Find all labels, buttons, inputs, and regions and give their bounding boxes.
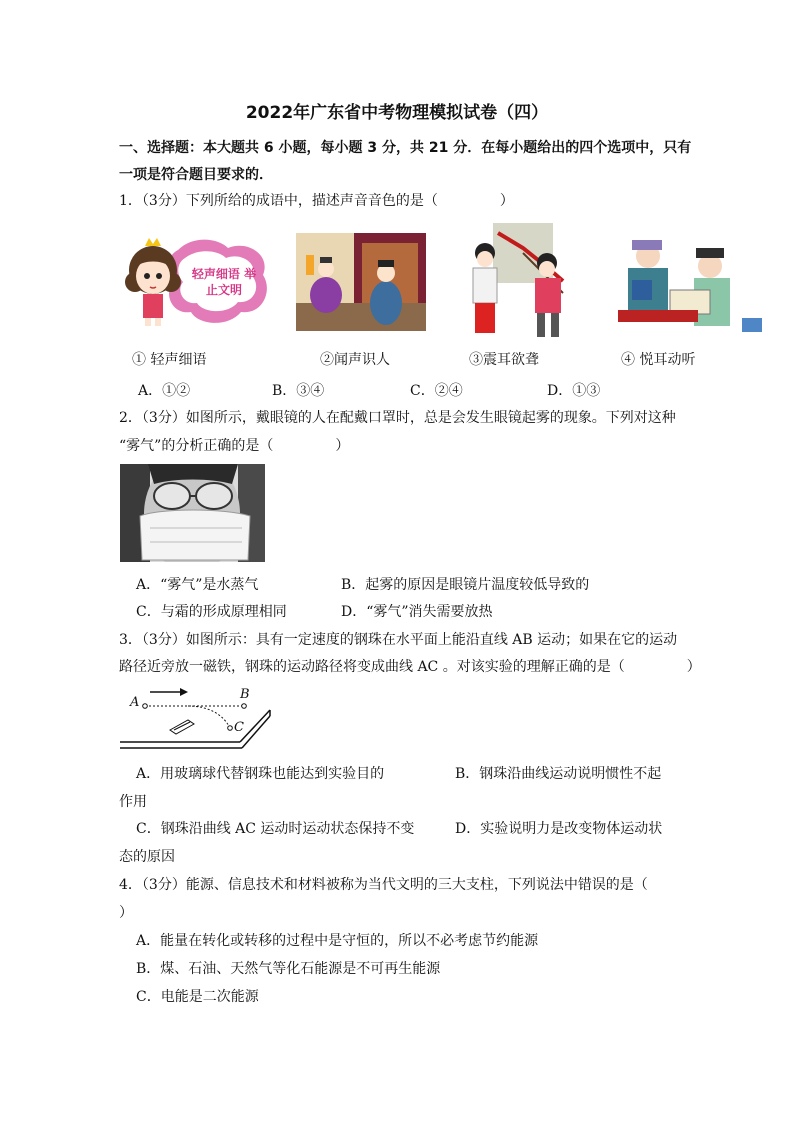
q1-image-1-girl (123, 230, 273, 330)
q2-option-d: D．“雾气”消失需要放热 (341, 604, 493, 620)
q2-stem-line2: “雾气”的分析正确的是（ ） (119, 438, 350, 454)
q1-option-a: A．①② (138, 383, 191, 399)
q3-label-a: A (130, 695, 140, 710)
q2-stem-line1: 2．（3分）如图所示，戴眼镜的人在配戴口罩时，总是会发生眼镜起雾的现象。下列对这种 (119, 410, 676, 426)
q2-option-c: C．与霜的形成原理相同 (136, 604, 287, 620)
q2-option-b: B．起雾的原因是眼镜片温度较低导致的 (341, 577, 590, 593)
q1-option-b: B．③④ (272, 383, 325, 399)
q1-caption-2: ②闻声识人 (320, 352, 390, 368)
q1-image-1-banner: 轻声细语 举止文明 (191, 267, 257, 297)
q4-stem-line2: ） (119, 905, 133, 921)
q2-option-a: A．“雾气”是水蒸气 (136, 577, 259, 593)
q3-stem-line2: 路径近旁放一磁铁，钢珠的运动路径将变成曲线 AC 。对该实验的理解正确的是（ ） (119, 659, 701, 675)
q1-caption-4: ④ 悦耳动听 (621, 352, 696, 368)
q1-image-3-firecrackers (463, 223, 581, 338)
q1-caption-1: ① 轻声细语 (132, 352, 207, 368)
q1-image-2-ancient-scene (296, 233, 426, 331)
q2-image-fogged-glasses (120, 464, 265, 562)
q3-option-b-line2: 作用 (119, 794, 147, 810)
q3-option-d-line1: D．实验说明力是改变物体运动状 (455, 821, 663, 837)
page-title: 2022年广东省中考物理模拟试卷（四） (245, 103, 549, 123)
q4-option-b: B．煤、石油、天然气等化石能源是不可再生能源 (136, 961, 441, 977)
q4-option-c: C．电能是二次能源 (136, 989, 259, 1005)
q1-option-c: C．②④ (410, 383, 463, 399)
q3-option-d-line2: 态的原因 (119, 849, 175, 865)
q4-stem-line1: 4．（3分）能源、信息技术和材料被称为当代文明的三大支柱，下列说法中错误的是（ (119, 877, 648, 893)
q4-option-a: A．能量在转化或转移的过程中是守恒的，所以不必考虑节约能源 (136, 933, 539, 949)
q3-option-a: A．用玻璃球代替钢珠也能达到实验目的 (136, 766, 385, 782)
q3-option-c: C．钢珠沿曲线 AC 运动时运动状态保持不变 (136, 821, 415, 837)
q1-stem: 1．（3分）下列所给的成语中，描述声音音色的是（ ） (119, 193, 514, 209)
q3-diagram (118, 684, 278, 752)
q1-option-d: D．①③ (547, 383, 601, 399)
q1-image-4-scholars (610, 232, 766, 340)
q3-label-b: B (240, 687, 250, 702)
q3-option-b-line1: B．钢珠沿曲线运动说明惯性不起 (455, 766, 662, 782)
q1-caption-3: ③震耳欲聋 (469, 352, 539, 368)
section-heading-line1: 一、选择题：本大题共 6 小题，每小题 3 分，共 21 分．在每小题给出的四个选项中，只有 (119, 140, 692, 156)
section-heading-line2: 一项是符合题目要求的． (119, 167, 273, 183)
q3-stem-line1: 3．（3分）如图所示：具有一定速度的钢珠在水平面上能沿直线 AB 运动；如果在它的运动 (119, 632, 678, 648)
q3-label-c: C (234, 720, 244, 735)
